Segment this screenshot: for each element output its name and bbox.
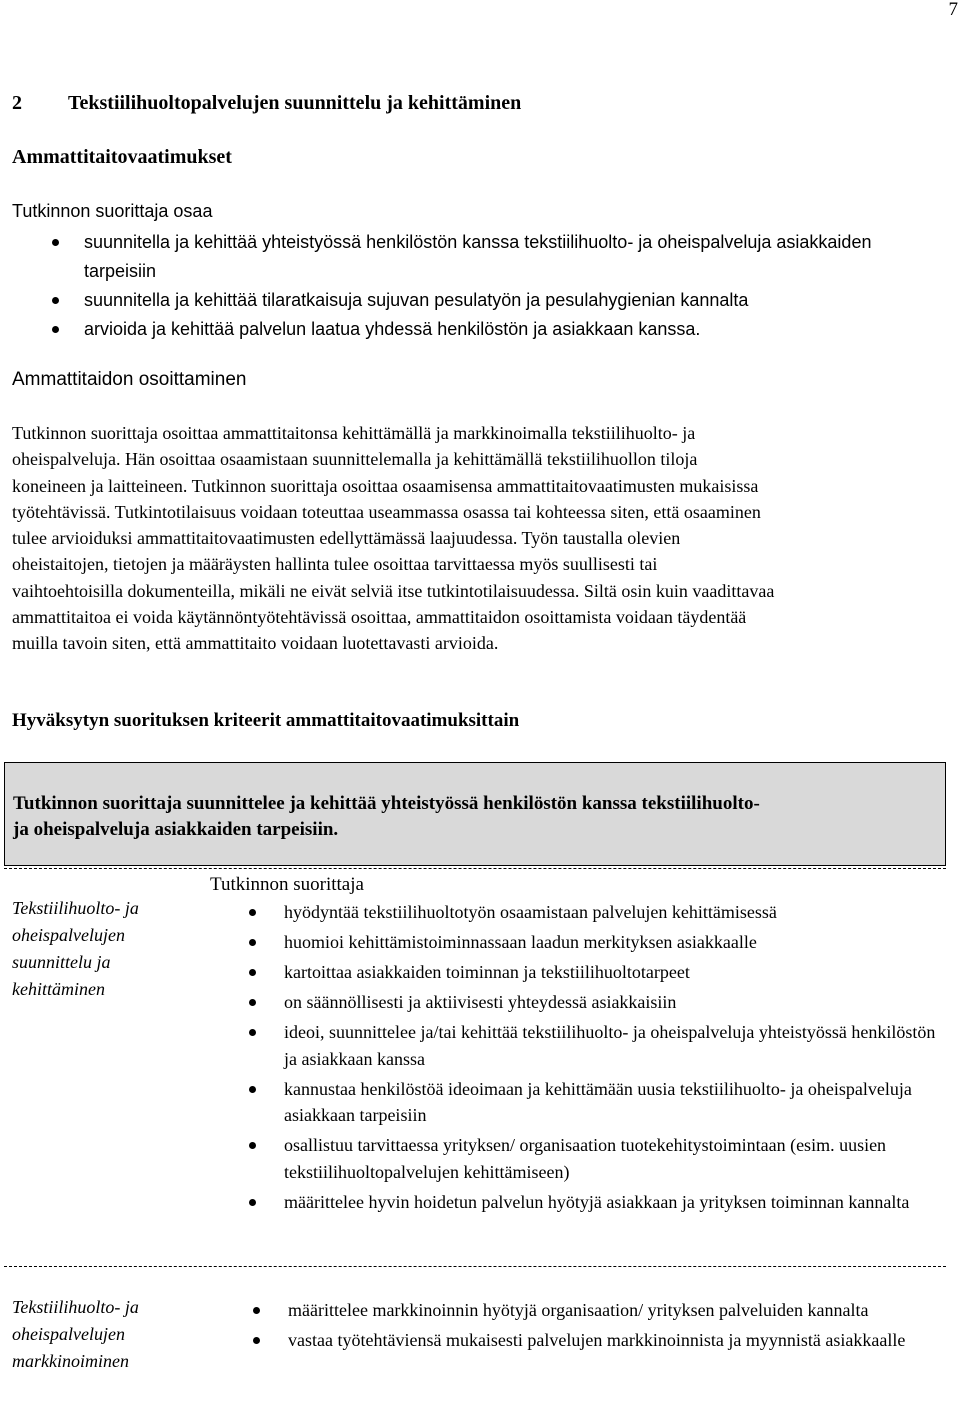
list-item: määrittelee markkinoinnin hyötyjä organisaation/ yrityksen palveluiden kannalta [288, 1297, 948, 1324]
area-name-line: oheispalvelujen [12, 925, 125, 945]
paragraph-line: oheispalveluja. Hän osoittaa osaamistaan suunnittelemalla ja kehittämällä tekstiilihuollon tiloja [12, 449, 698, 470]
list-item: ideoi, suunnittelee ja/tai kehittää tekstiilihuolto- ja oheispalveluja yhteistyössä henkilöstön ja asiakkaan kanssa [284, 1019, 944, 1072]
list-item: osallistuu tarvittaessa yrityksen/ organisaation tuotekehitystoimintaan (esim. uusien tekstiilihuoltopalvelujen kehittämiseen) [284, 1132, 944, 1185]
list-item: vastaa työtehtäviensä mukaisesti palvelujen markkinoinnista ja myynnistä asiakkaalle [288, 1327, 948, 1354]
summary-line: Tutkinnon suorittaja suunnittelee ja kehittää yhteistyössä henkilöstön kanssa tekstiilihuolto- [13, 793, 760, 814]
area-name-line: suunnittelu ja [12, 952, 111, 972]
list-item: huomioi kehittämistoiminnassaan laadun merkityksen asiakkaalle [284, 929, 944, 956]
requirements-list [84, 228, 944, 344]
divider [4, 1266, 946, 1267]
divider [4, 868, 946, 869]
paragraph-line: työtehtävissä. Tutkintotilaisuus voidaan toteuttaa useammassa osassa tai kohteessa siten, että osaaminen [12, 501, 761, 522]
criteria-list-planning [284, 899, 944, 1219]
list-item: suunnitella ja kehittää yhteistyössä henkilöstön kanssa tekstiilihuolto- ja oheispalveluja asiakkaiden tarpeisiin [84, 228, 944, 286]
paragraph-line: muilla tavoin siten, että ammattitaito voidaan luotettavasti arvioida. [12, 633, 499, 654]
demonstration-paragraph [12, 420, 947, 657]
paragraph-line: oheistaitojen, tietojen ja määräysten hallinta tulee osoittaa tarvittaessa myös suullisesti tai [12, 554, 658, 575]
criteria-summary-text [13, 791, 760, 843]
list-item: suunnitella ja kehittää tilaratkaisuja sujuvan pesulatyön ja pesulahygienian kannalta [84, 286, 944, 315]
section-number: 2 [12, 92, 22, 114]
page-number: 7 [948, 0, 958, 20]
paragraph-line: vaihtoehtoisilla dokumenteilla, mikäli ne eivät selviä itse tutkintotilaisuudessa. Siltä osin kuin vaadittavaa [12, 580, 775, 601]
paragraph-line: koneineen ja laitteineen. Tutkinnon suorittaja osoittaa osaamisensa ammattitaitovaatimusten mukaisissa [12, 475, 759, 496]
demonstration-heading: Ammattitaidon osoittaminen [12, 369, 247, 390]
paragraph-line: Tutkinnon suorittaja osoittaa ammattitaitonsa kehittämällä ja markkinoimalla tekstiilihuolto- ja [12, 423, 696, 443]
list-item: kartoittaa asiakkaiden toiminnan ja tekstiilihuoltotarpeet [284, 959, 944, 986]
area-name-line: Tekstiilihuolto- ja [12, 898, 139, 918]
list-item: määrittelee hyvin hoidetun palvelun hyötyjä asiakkaan ja yrityksen toiminnan kannalta [284, 1189, 944, 1216]
area-name-line: Tekstiilihuolto- ja [12, 1297, 139, 1317]
criteria-lead: Tutkinnon suorittaja [210, 874, 364, 895]
paragraph-line: ammattitaitoa ei voida käytännöntyötehtävissä osoittaa, ammattitaidon osoittamista voidaan täydentää [12, 607, 747, 628]
area-name-line: kehittäminen [12, 979, 105, 999]
area-name-planning [12, 895, 192, 1003]
paragraph-line: tulee arvioiduksi ammattitaitovaatimusten edellyttämässä laajuudessa. Työn taustalla olevien [12, 528, 681, 549]
criteria-summary-box [4, 762, 946, 866]
area-name-line: oheispalvelujen [12, 1324, 125, 1344]
list-item: hyödyntää tekstiilihuoltotyön osaamistaan palvelujen kehittämisessä [284, 899, 944, 926]
area-name-marketing [12, 1294, 192, 1375]
section-heading [12, 90, 521, 116]
list-item: arvioida ja kehittää palvelun laatua yhdessä henkilöstön ja asiakkaan kanssa. [84, 315, 944, 344]
requirements-lead: Tutkinnon suorittaja osaa [12, 201, 213, 221]
area-name-line: markkinoiminen [12, 1351, 129, 1371]
section-title: Tekstiilihuoltopalvelujen suunnittelu ja kehittäminen [68, 92, 522, 114]
criteria-heading: Hyväksytyn suorituksen kriteerit ammattitaitovaatimuksittain [12, 710, 520, 731]
criteria-list-marketing [288, 1297, 948, 1357]
list-item: kannustaa henkilöstöä ideoimaan ja kehittämään uusia tekstiilihuolto- ja oheispalveluja asiakkaan tarpeisiin [284, 1076, 944, 1129]
list-item: on säännöllisesti ja aktiivisesti yhteydessä asiakkaisiin [284, 989, 944, 1016]
requirements-heading: Ammattitaitovaatimukset [12, 146, 232, 168]
summary-line: ja oheispalveluja asiakkaiden tarpeisiin. [13, 819, 339, 840]
